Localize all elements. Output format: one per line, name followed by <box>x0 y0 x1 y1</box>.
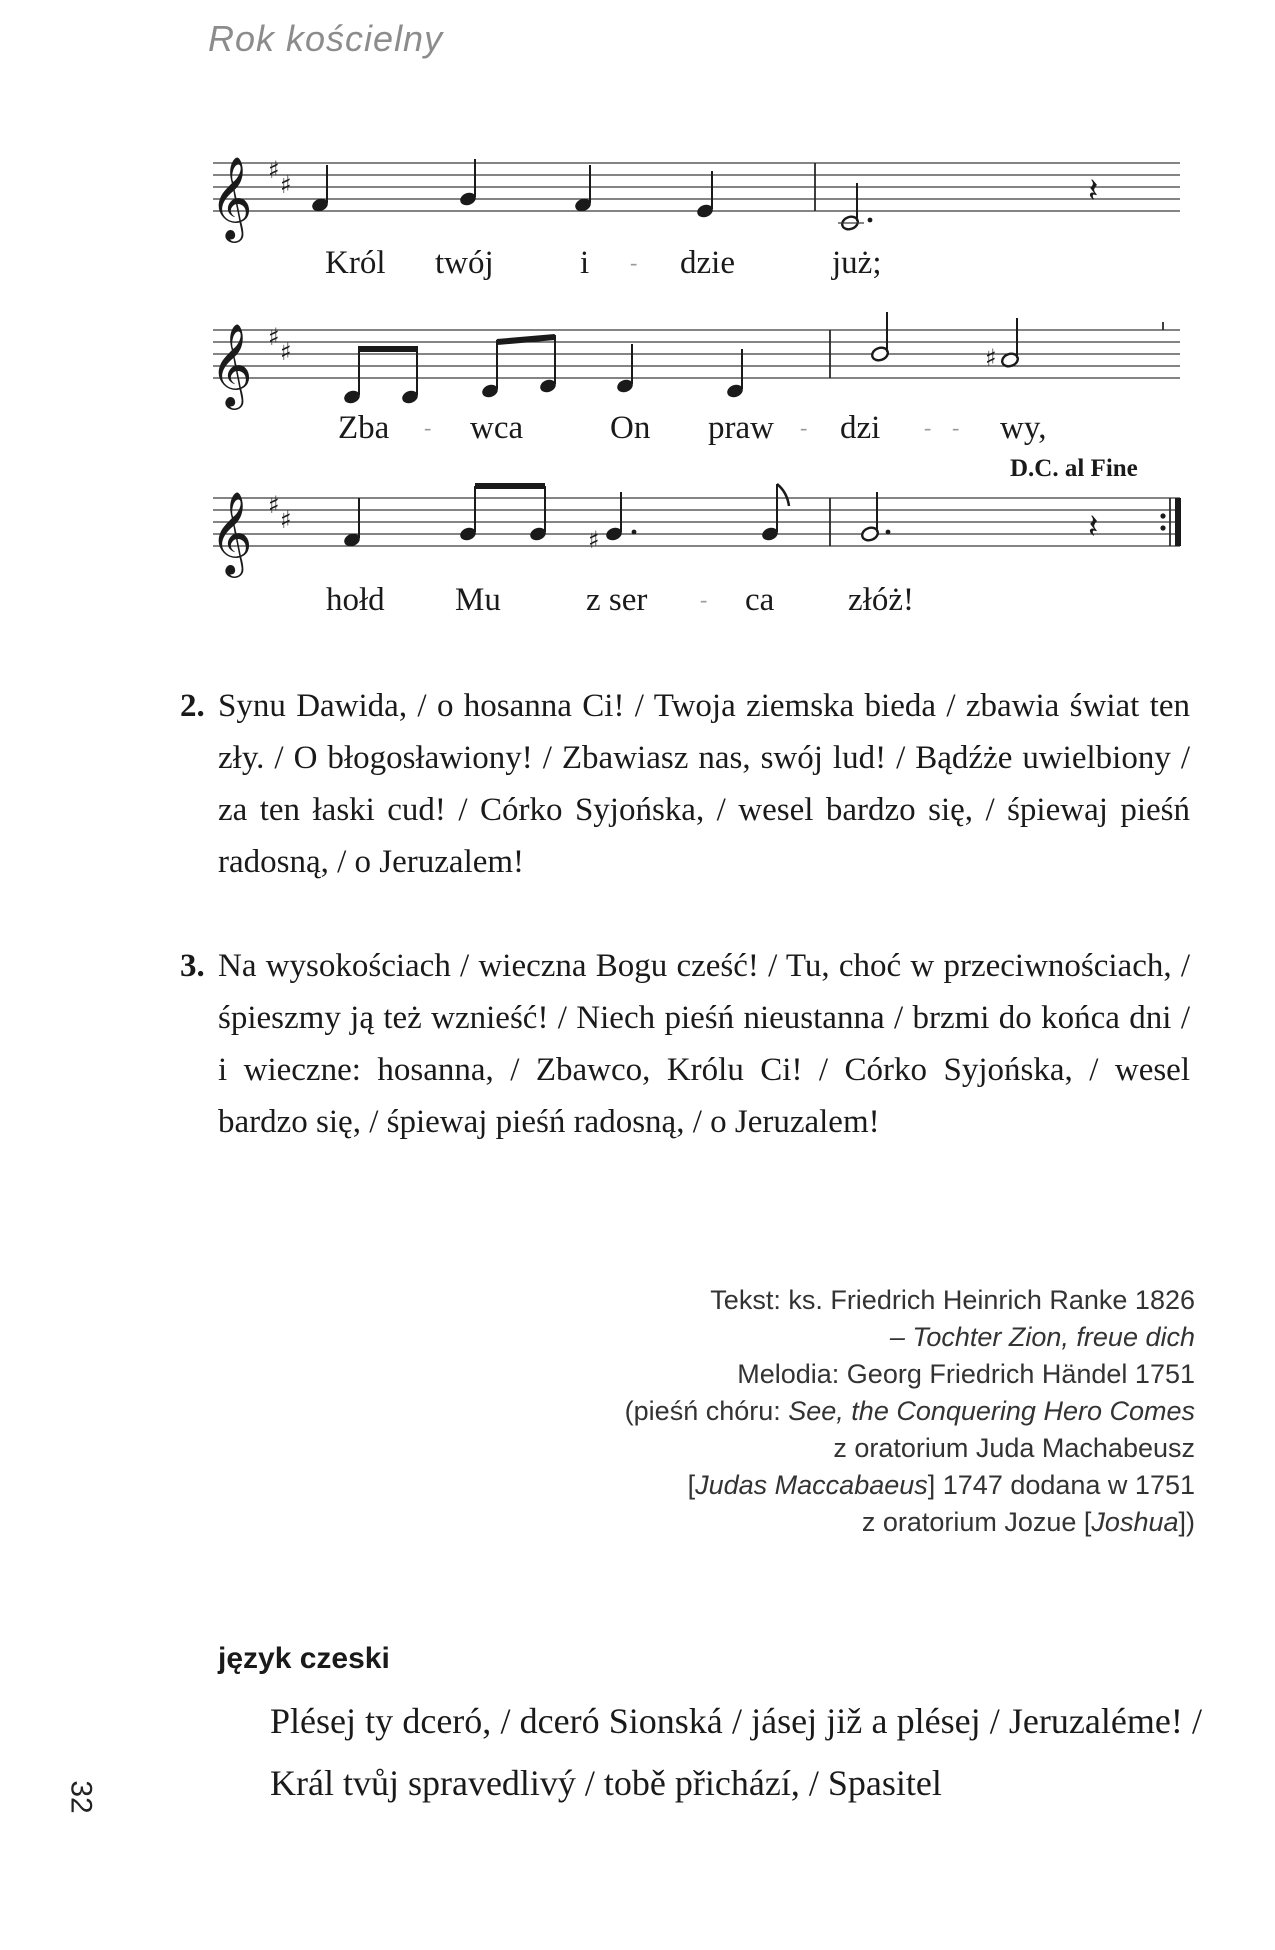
language-heading: język czeski <box>218 1642 390 1675</box>
quarter-rest-icon: 𝄽 <box>1088 171 1099 211</box>
lyric-syllable: i <box>580 245 590 281</box>
lyric-syllable: wy, <box>1000 410 1047 446</box>
credit-oratorio-original: [Judas Maccabaeus] 1747 dodana w 1751 <box>687 1470 1195 1500</box>
sharp-icon: ♯ <box>268 323 280 351</box>
verse-text: Synu Dawida, / o hosanna Ci! / Twoja ziemska bieda / zbawia świat ten zły. / O błogosławiony! / Zbawiasz nas, swój lud! / Bądźże uwielbiony / za ten łaski cud! / Córko Syjońska, / wesel bardzo się, / śpiewaj pieśń radosną, / o Jeruzalem! <box>218 688 1190 880</box>
lyric-syllable: wca <box>470 410 524 446</box>
lyric-syllable: złóż! <box>848 582 914 618</box>
lyric-syllable: praw <box>708 410 774 446</box>
sharp-icon: ♯ <box>280 506 292 534</box>
lyrics-line-2 <box>338 410 1046 446</box>
lyrics-line-1 <box>325 245 881 281</box>
quarter-rest-icon: 𝄽 <box>1088 507 1099 547</box>
credit-oratorio-joshua: z oratorium Jozue [Joshua]) <box>861 1507 1195 1537</box>
lyric-syllable: Mu <box>455 582 501 618</box>
lyric-hyphen: - <box>630 250 638 275</box>
lyric-syllable: twój <box>435 245 494 281</box>
verse-2 <box>180 680 1190 888</box>
sharp-icon: ♯ <box>280 171 292 199</box>
running-head: Rok kościelny <box>208 18 444 59</box>
sharp-icon: ♯ <box>268 491 280 519</box>
verse-number: 3. <box>180 948 205 984</box>
treble-clef-icon: 𝄞 <box>210 155 253 239</box>
lyric-hyphen: - <box>800 415 808 440</box>
verse-3 <box>180 940 1190 1148</box>
notes <box>342 312 1163 405</box>
lyric-hyphen: - <box>924 415 932 440</box>
notes <box>310 159 872 231</box>
credits-block <box>495 1282 1195 1541</box>
lyric-hyphen: - <box>700 587 708 612</box>
lyric-hyphen: - <box>952 415 960 440</box>
music-staff-2 <box>0 308 1275 458</box>
treble-clef-icon: 𝄞 <box>210 490 253 574</box>
sharp-icon: ♯ <box>985 344 997 372</box>
lyric-syllable: z ser <box>586 582 648 618</box>
verse-text: Na wysokościach / wieczna Bogu cześć! / Tu, choć w przeciwnościach, / śpieszmy ją też wznieść! / Niech pieśń nieustanna / brzmi do końca dni / i wieczne: hosanna, / Zbawco, Królu Ci! / Córko Syjońska, / wesel bardzo się, / śpiewaj pieśń radosną, / o Jeruzalem! <box>218 948 1190 1140</box>
sharp-icon: ♯ <box>588 526 600 554</box>
lyrics-line-3 <box>326 582 914 618</box>
lyric-syllable: dzi <box>840 410 881 446</box>
page-number: 32 <box>64 1780 98 1814</box>
treble-clef-icon: 𝄞 <box>210 322 253 406</box>
credit-melody: Melodia: Georg Friedrich Händel 1751 <box>737 1359 1195 1389</box>
czech-verse-text: Plésej ty dceró, / dceró Sionská / jásej již a plésej / Jeruzaléme! / Král tvůj spravedlivý / tobě přichází, / Spasitel <box>270 1701 1202 1803</box>
verse-number: 2. <box>180 688 205 724</box>
staff-lines <box>213 163 1180 211</box>
notes <box>342 484 1178 554</box>
credit-source-chorus: (pieśń chóru: See, the Conquering Hero Comes <box>624 1396 1195 1426</box>
music-staff-3 <box>0 448 1275 628</box>
lyric-hyphen: - <box>424 415 432 440</box>
dc-al-fine-marking: D.C. al Fine <box>1010 455 1138 482</box>
credit-oratorio: z oratorium Juda Machabeusz <box>833 1433 1195 1463</box>
lyric-syllable: On <box>610 410 651 446</box>
credit-original-title: – Tochter Zion, freue dich <box>889 1322 1195 1352</box>
lyric-syllable: Król <box>325 245 386 281</box>
lyric-syllable: już; <box>832 245 882 281</box>
lyric-syllable: Zba <box>338 410 390 446</box>
sharp-icon: ♯ <box>268 156 280 184</box>
lyric-syllable: dzie <box>680 245 735 281</box>
credit-text-author: Tekst: ks. Friedrich Heinrich Ranke 1826 <box>710 1285 1195 1315</box>
music-staff-1 <box>0 130 1275 300</box>
lyric-syllable: ca <box>745 582 775 618</box>
sharp-icon: ♯ <box>280 338 292 366</box>
lyric-syllable: hołd <box>326 582 385 618</box>
